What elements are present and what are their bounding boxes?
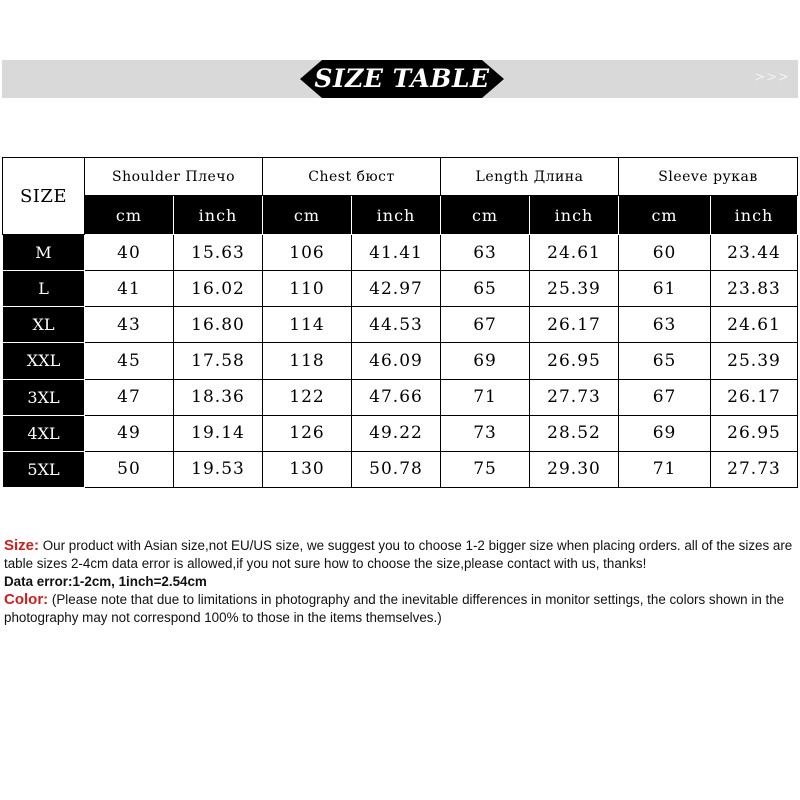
table-cell: 43	[85, 307, 174, 343]
table-cell: 122	[263, 379, 352, 415]
table-cell: 17.58	[174, 343, 263, 379]
unit-header: cm	[85, 196, 174, 235]
size-label-cell: L	[3, 271, 85, 307]
length-header: Length Длина	[441, 158, 619, 196]
banner-badge	[300, 60, 504, 98]
table-cell: 26.95	[711, 415, 798, 451]
unit-header: inch	[530, 196, 619, 235]
size-label-cell: 4XL	[3, 415, 85, 451]
size-column-header: SIZE	[3, 158, 85, 235]
table-cell: 65	[441, 271, 530, 307]
table-cell: 41	[85, 271, 174, 307]
table-cell: 67	[441, 307, 530, 343]
size-label-cell: 3XL	[3, 379, 85, 415]
table-row	[3, 271, 798, 307]
shoulder-header: Shoulder Плечо	[85, 158, 263, 196]
unit-header: cm	[441, 196, 530, 235]
data-error-note: Data error:1-2cm, 1inch=2.54cm	[4, 574, 207, 589]
unit-header: cm	[619, 196, 711, 235]
table-cell: 47.66	[352, 379, 441, 415]
table-cell: 18.36	[174, 379, 263, 415]
table-cell: 71	[441, 379, 530, 415]
table-cell: 49.22	[352, 415, 441, 451]
unit-header: cm	[263, 196, 352, 235]
size-note-text: Our product with Asian size,not EU/US size, we suggest you to choose 1-2 bigger size when placing orders. all of the sizes are table sizes 2-4cm data error is allowed,if you not sure how to choose the size,please contact with us, thanks!	[4, 538, 793, 571]
size-note-label: Size:	[4, 537, 40, 554]
size-label-cell: XXL	[3, 343, 85, 379]
table-cell: 49	[85, 415, 174, 451]
table-cell: 130	[263, 451, 352, 487]
table-cell: 42.97	[352, 271, 441, 307]
table-cell: 15.63	[174, 235, 263, 271]
table-row	[3, 343, 798, 379]
table-cell: 45	[85, 343, 174, 379]
table-cell: 25.39	[530, 271, 619, 307]
table-cell: 114	[263, 307, 352, 343]
table-cell: 71	[619, 451, 711, 487]
table-cell: 28.52	[530, 415, 619, 451]
table-cell: 44.53	[352, 307, 441, 343]
table-cell: 63	[619, 307, 711, 343]
banner-title: SIZE TABLE	[314, 64, 490, 93]
color-note	[4, 591, 799, 627]
table-row	[3, 379, 798, 415]
unit-header: inch	[174, 196, 263, 235]
table-cell: 23.44	[711, 235, 798, 271]
table-cell: 69	[619, 415, 711, 451]
table-cell: 73	[441, 415, 530, 451]
table-cell: 106	[263, 235, 352, 271]
table-cell: 29.30	[530, 451, 619, 487]
table-cell: 23.83	[711, 271, 798, 307]
table-cell: 19.53	[174, 451, 263, 487]
banner-arrows: >>>	[754, 70, 790, 85]
sleeve-header: Sleeve рукав	[619, 158, 798, 196]
size-rows	[3, 235, 798, 488]
table-cell: 19.14	[174, 415, 263, 451]
table-cell: 27.73	[711, 451, 798, 487]
unit-header: inch	[711, 196, 798, 235]
table-cell: 126	[263, 415, 352, 451]
table-cell: 24.61	[711, 307, 798, 343]
table-row	[3, 235, 798, 271]
table-cell: 26.17	[711, 379, 798, 415]
table-cell: 26.95	[530, 343, 619, 379]
size-table	[2, 157, 798, 488]
table-cell: 47	[85, 379, 174, 415]
color-note-text: (Please note that due to limitations in photography and the inevitable differences in monitor settings, the colors shown in the photography may not correspond 100% to those in the items themselves.)	[4, 592, 785, 625]
table-cell: 40	[85, 235, 174, 271]
size-note	[4, 537, 799, 573]
table-cell: 46.09	[352, 343, 441, 379]
size-label-cell: M	[3, 235, 85, 271]
unit-header: inch	[352, 196, 441, 235]
table-cell: 16.02	[174, 271, 263, 307]
table-cell: 61	[619, 271, 711, 307]
chest-header: Chest бюст	[263, 158, 441, 196]
table-cell: 65	[619, 343, 711, 379]
size-label-cell: XL	[3, 307, 85, 343]
table-row	[3, 307, 798, 343]
table-cell: 60	[619, 235, 711, 271]
table-cell: 110	[263, 271, 352, 307]
table-cell: 67	[619, 379, 711, 415]
table-cell: 41.41	[352, 235, 441, 271]
color-note-label: Color:	[4, 591, 49, 608]
table-cell: 26.17	[530, 307, 619, 343]
table-cell: 24.61	[530, 235, 619, 271]
size-label-cell: 5XL	[3, 451, 85, 487]
table-cell: 69	[441, 343, 530, 379]
table-row	[3, 451, 798, 487]
table-row	[3, 415, 798, 451]
notes-section	[4, 537, 799, 627]
table-cell: 16.80	[174, 307, 263, 343]
table-cell: 75	[441, 451, 530, 487]
table-cell: 63	[441, 235, 530, 271]
table-cell: 50.78	[352, 451, 441, 487]
table-cell: 50	[85, 451, 174, 487]
table-cell: 27.73	[530, 379, 619, 415]
table-cell: 25.39	[711, 343, 798, 379]
table-cell: 118	[263, 343, 352, 379]
